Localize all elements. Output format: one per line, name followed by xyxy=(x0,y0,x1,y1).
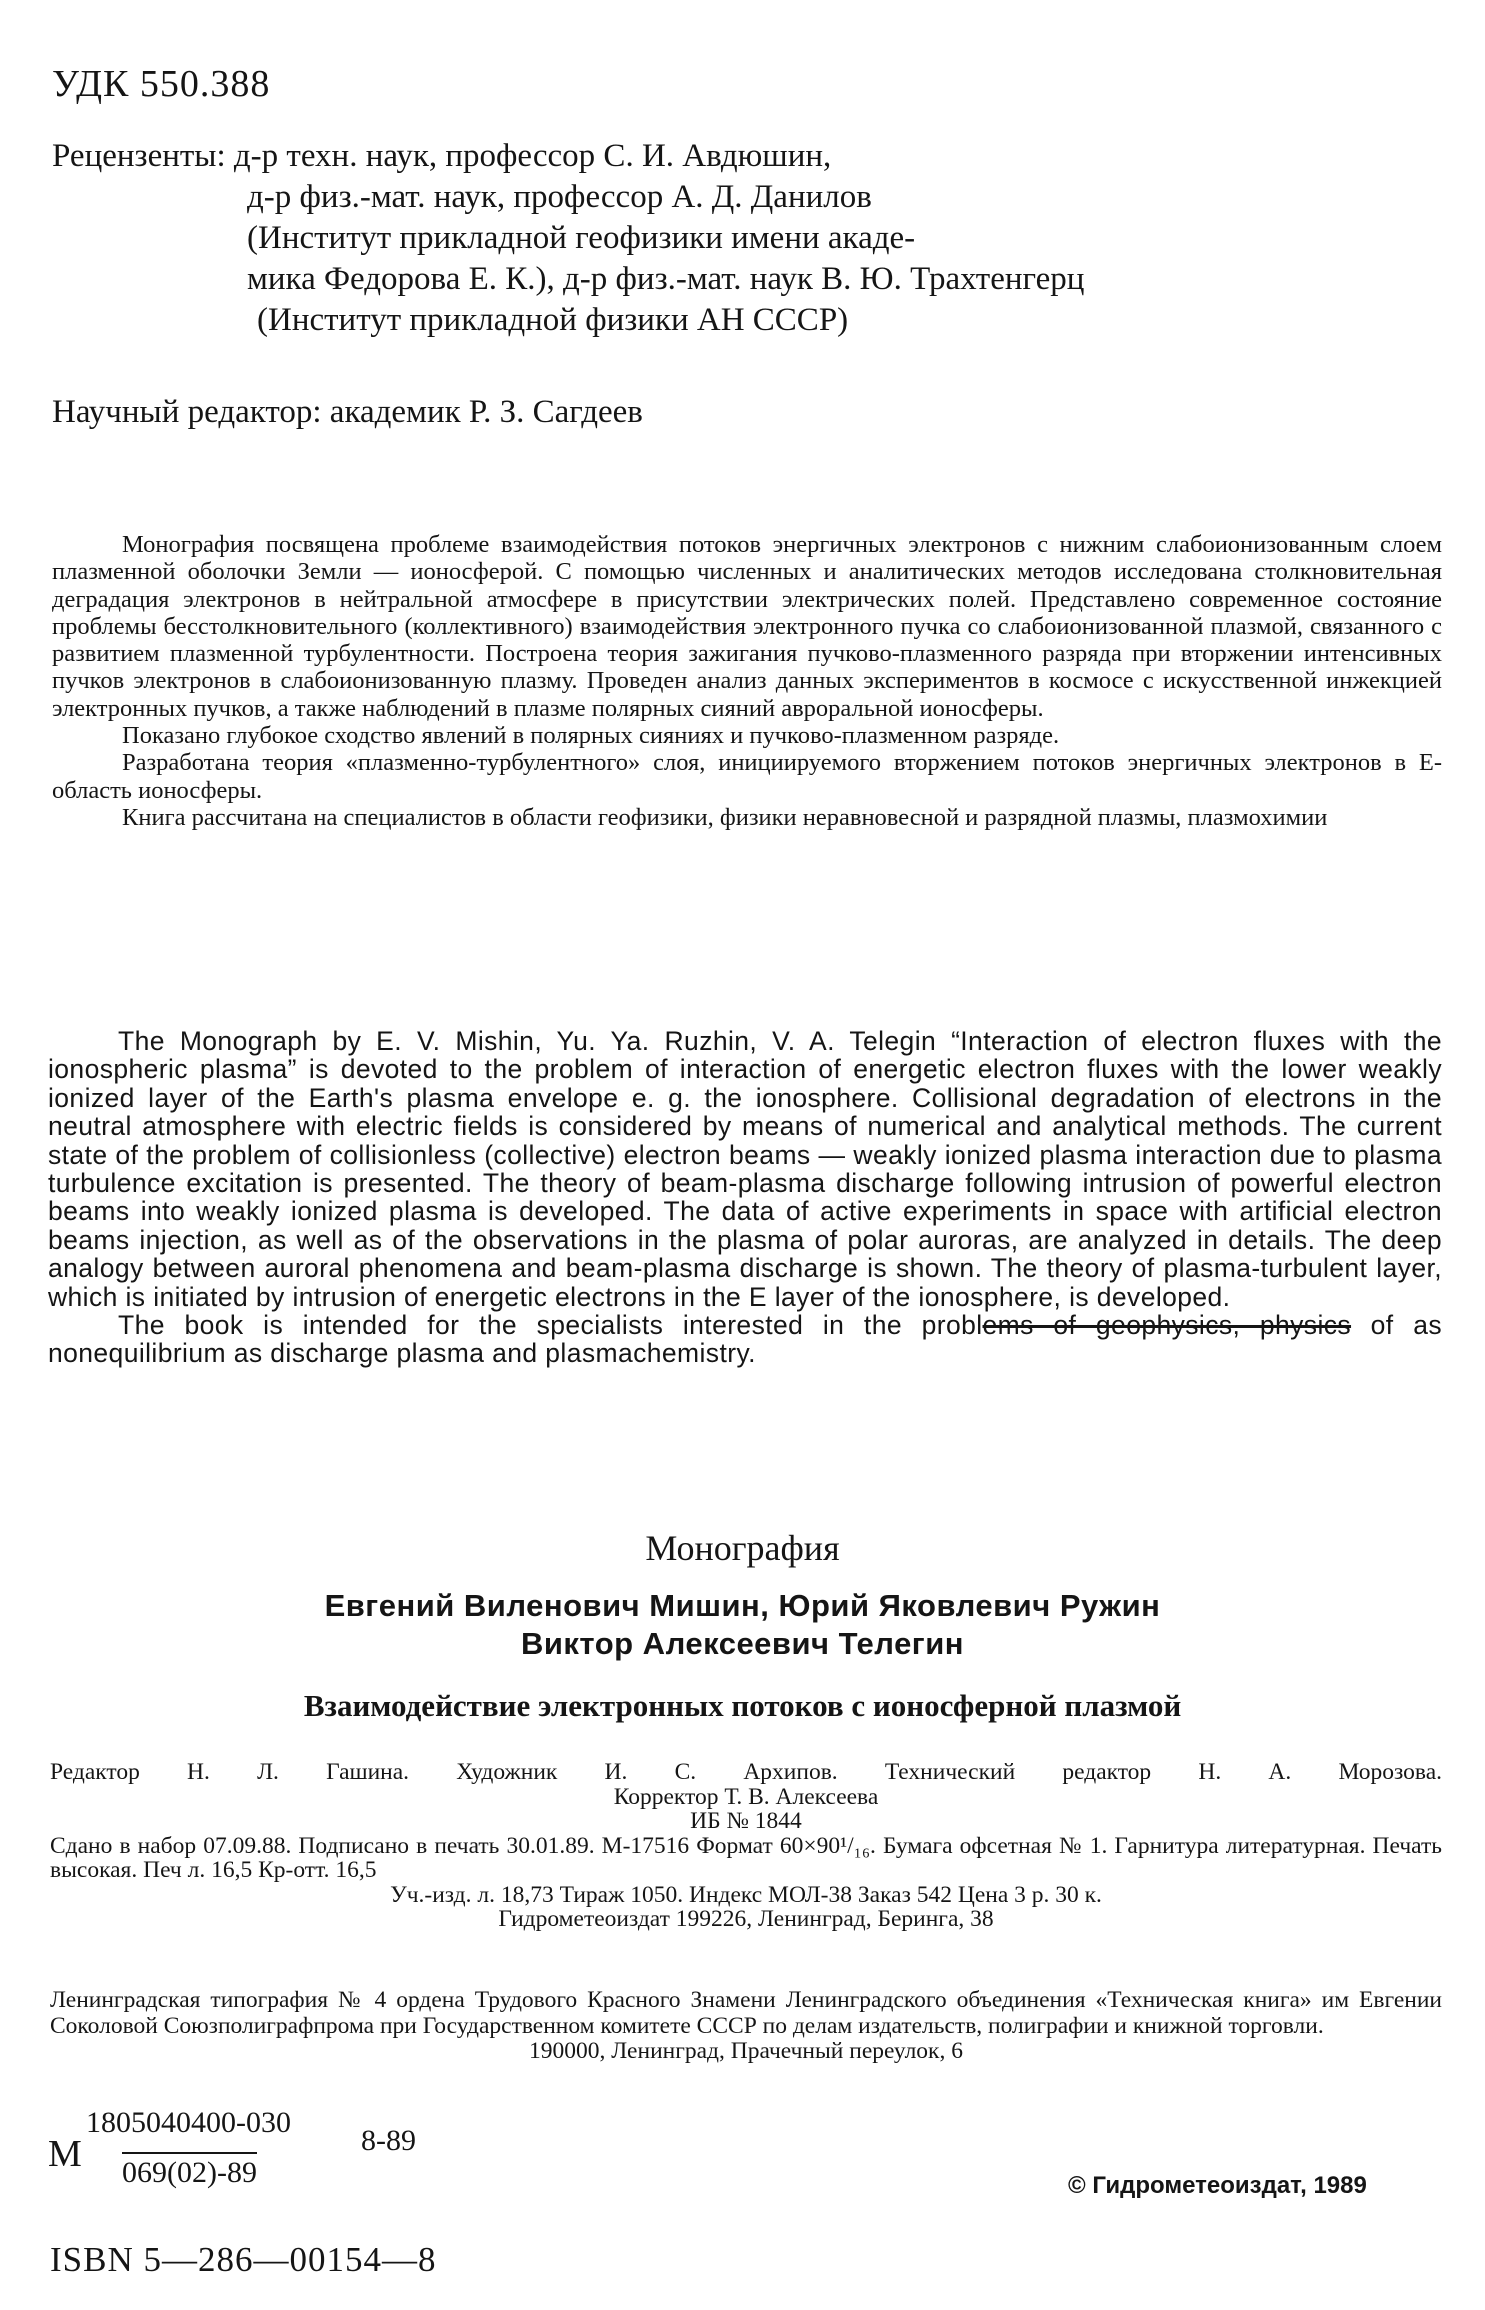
reviewer-line: (Институт прикладной физики АН СССР) xyxy=(257,302,849,338)
monograph-heading: Монография xyxy=(645,1528,840,1568)
authors-block xyxy=(0,1587,1485,1663)
corrector-line: Корректор Т. В. Алексеева xyxy=(613,1783,879,1810)
reviewer-line: д-р техн. наук, профессор С. И. Авдюшин, xyxy=(233,138,832,174)
struck-text: ems of geophysics, physics xyxy=(982,1310,1352,1341)
editors-line: Редактор Н. Л. Гашина. Художник И. С. Архипов. Технический редактор Н. А. Морозова. xyxy=(50,1759,1442,1785)
reviewer-line: (Институт прикладной геофизики имени акаде- xyxy=(247,220,916,256)
reviewers-block xyxy=(52,136,1084,341)
author-line: Виктор Алексеевич Телегин xyxy=(520,1626,965,1661)
code-numerator: 1805040400-030 xyxy=(86,2106,291,2139)
printer-block xyxy=(50,1988,1442,2065)
code-year: 8-89 xyxy=(361,2124,416,2157)
ib-number: ИБ № 1844 xyxy=(690,1808,802,1834)
abstract-english xyxy=(48,1027,1442,1368)
abstract-paragraph xyxy=(48,1311,1442,1368)
abstract-text: of as nonequilibrium as discharge plasma and plasmachemistry. xyxy=(48,1310,1442,1369)
printer-address: 190000, Ленинград, Прачечный переулок, 6 xyxy=(529,2038,963,2064)
author-line: Евгений Виленович Мишин, Юрий Яковлевич Ружин xyxy=(324,1588,1161,1623)
print-details: Сдано в набор 07.09.88. Подписано в печать 30.01.89. М-17516 Формат 60×90¹/₁₆. Бумага офсетная № 1. Гарнитура литературная. Печать высокая. Печ л. 16,5 Кр-отт. 16,5 xyxy=(50,1832,1442,1883)
abstract-paragraph: Монография посвящена проблеме взаимодействия потоков энергичных электронов с нижним слабоионизованным слоем плазменной оболочки Земли — ионосферой. С помощью численных и аналитических методов исследована столкновительная деградация электронов в нейтральной атмосфере в присутствии электрических полей. Представлено современное состояние проблемы бесстолкновительного (коллективного) взаимодействия электронного пучка со слабоионизованной плазмой, связанного с развитием плазменной турбулентности. Построена теория зажигания пучково-плазменного разряда при вторжении интенсивных пучков электронов в слабоионизованную плазму. Проведен анализ данных экспериментов в космосе с искусственной инжекцией электронных пучков, а также наблюдений в плазме полярных сияний авроральной ионосферы. xyxy=(52,531,1442,722)
reviewer-line: д-р физ.-мат. наук, профессор А. Д. Данилов xyxy=(247,179,872,215)
code-denominator: 069(02)-89 xyxy=(122,2152,257,2190)
code-letter: М xyxy=(48,2133,82,2175)
print-details-2: Уч.-изд. л. 18,73 Тираж 1050. Индекс МОЛ-38 Заказ 542 Цена 3 р. 30 к. xyxy=(390,1881,1102,1908)
copyright: © Гидрометеоиздат, 1989 xyxy=(1068,2172,1367,2199)
udk-code: УДК 550.388 xyxy=(52,63,271,105)
reviewer-line: мика Федорова Е. К.), д-р физ.-мат. наук В. Ю. Трахтенгерц xyxy=(247,261,1085,297)
imprint-block xyxy=(50,1760,1442,1932)
abstract-paragraph: Книга рассчитана на специалистов в области геофизики, физики неравновесной и разрядной плазмы, плазмохимии xyxy=(122,803,1328,831)
abstract-paragraph: Разработана теория «плазменно-турбулентного» слоя, инициируемого вторжением потоков энергичных электронов в E-область ионосферы. xyxy=(52,749,1442,804)
abstract-paragraph: The Monograph by E. V. Mishin, Yu. Ya. Ruzhin, V. A. Telegin “Interaction of electron fluxes with the ionospheric plasma” is devoted to the problem of interaction of energetic electron fluxes with the lower weakly ionized layer of the Earth's plasma envelope e. g. the ionosphere. Collisional degradation of electrons in the neutral atmosphere with electric fields is considered by means of numerical and analytical methods. The current state of the problem of collisionless (collective) electron beams — weakly ionized plasma interaction due to plasma turbulence excitation is presented. The theory of beam-plasma discharge following intrusion of powerful electron beams into weakly ionized plasma is developed. The data of active experiments in space with artificial electron beams injection, as well as of the observations in the plasma of polar auroras, are analyzed in details. The deep analogy between auroral phenomena and beam-plasma discharge is shown. The theory of plasma-turbulent layer, which is initiated by intrusion of energetic electrons in the E layer of the ionosphere, is developed. xyxy=(48,1026,1442,1312)
book-title: Взаимодействие электронных потоков с ионосферной плазмой xyxy=(303,1688,1182,1723)
abstract-russian xyxy=(52,531,1442,831)
publisher-address: Гидрометеоиздат 199226, Ленинград, Беринга, 38 xyxy=(498,1906,994,1932)
abstract-paragraph: Показано глубокое сходство явлений в полярных сияниях и пучково-плазменном разряде. xyxy=(122,722,1060,750)
isbn: ISBN 5—286—00154—8 xyxy=(50,2240,437,2279)
science-editor: Научный редактор: академик Р. З. Сагдеев xyxy=(52,394,643,430)
printer-text: Ленинградская типография № 4 ордена Трудового Красного Знамени Ленинградского объединения «Техническая книга» им Евгении Соколовой Союзполиграфпрома при Государственном комитете СССР по делам издательств, полиграфии и книжной торговли. xyxy=(50,1987,1442,2039)
abstract-text: The book is intended for the specialists interested in the probl xyxy=(118,1310,983,1341)
reviewers-label: Рецензенты: xyxy=(52,138,226,174)
